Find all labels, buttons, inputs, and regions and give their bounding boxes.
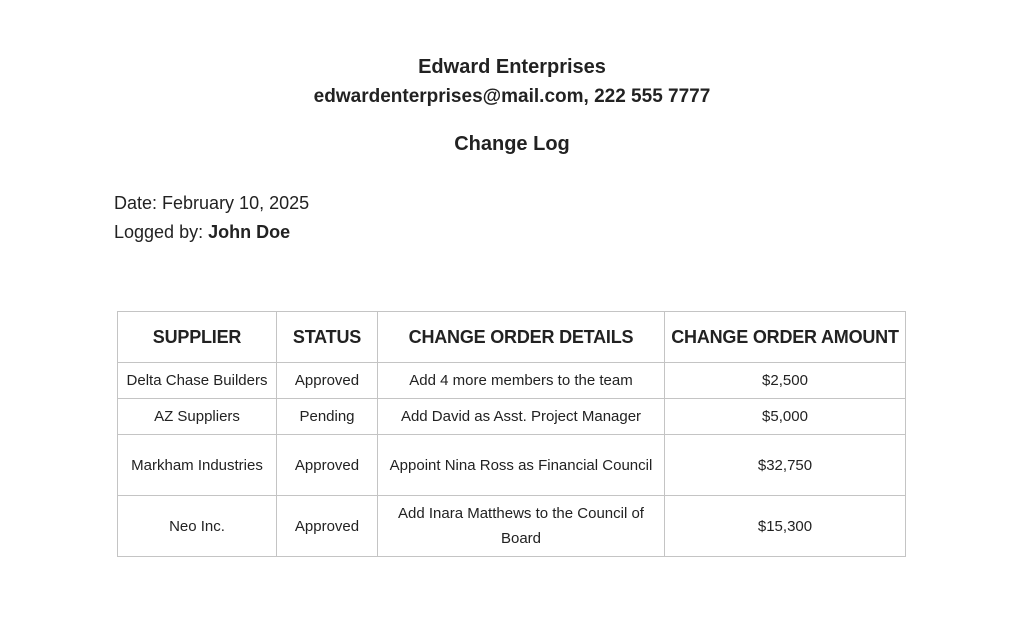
table-row xyxy=(118,399,906,435)
supplier-cell: AZ Suppliers xyxy=(118,399,277,435)
supplier-cell: Neo Inc. xyxy=(118,496,277,557)
company-name: Edward Enterprises xyxy=(418,56,606,78)
amount-cell: $2,500 xyxy=(665,363,906,399)
logged-by-label: Logged by: xyxy=(114,222,209,242)
details-cell: Add Inara Matthews to the Council of Board xyxy=(378,496,665,557)
details-cell: Add 4 more members to the team xyxy=(378,363,665,399)
logged-by-value: John Doe xyxy=(208,222,291,242)
status-cell: Pending xyxy=(277,399,378,435)
status-cell: Approved xyxy=(277,435,378,496)
supplier-cell: Markham Industries xyxy=(118,435,277,496)
amount-cell: $32,750 xyxy=(665,435,906,496)
page-title: Change Log xyxy=(454,133,570,155)
status-cell: Approved xyxy=(277,496,378,557)
document-header xyxy=(0,52,1024,159)
date-value: February 10, 2025 xyxy=(162,193,310,213)
column-header-details: CHANGE ORDER DETAILS xyxy=(378,312,665,363)
log-meta xyxy=(114,189,309,247)
supplier-cell: Delta Chase Builders xyxy=(118,363,277,399)
amount-cell: $5,000 xyxy=(665,399,906,435)
column-header-status: STATUS xyxy=(277,312,378,363)
date-label: Date: xyxy=(114,193,163,213)
table-row xyxy=(118,435,906,496)
company-contact: edwardenterprises@mail.com, 222 555 7777 xyxy=(313,86,711,107)
status-cell: Approved xyxy=(277,363,378,399)
details-cell: Add David as Asst. Project Manager xyxy=(378,399,665,435)
table-header-row xyxy=(118,312,906,363)
date-line xyxy=(114,189,309,218)
table-row xyxy=(118,496,906,557)
column-header-amount: CHANGE ORDER AMOUNT xyxy=(665,312,906,363)
details-cell: Appoint Nina Ross as Financial Council xyxy=(378,435,665,496)
column-header-supplier: SUPPLIER xyxy=(118,312,277,363)
amount-cell: $15,300 xyxy=(665,496,906,557)
table-row xyxy=(118,363,906,399)
logged-by-line xyxy=(114,218,309,247)
change-log-table xyxy=(117,311,906,557)
